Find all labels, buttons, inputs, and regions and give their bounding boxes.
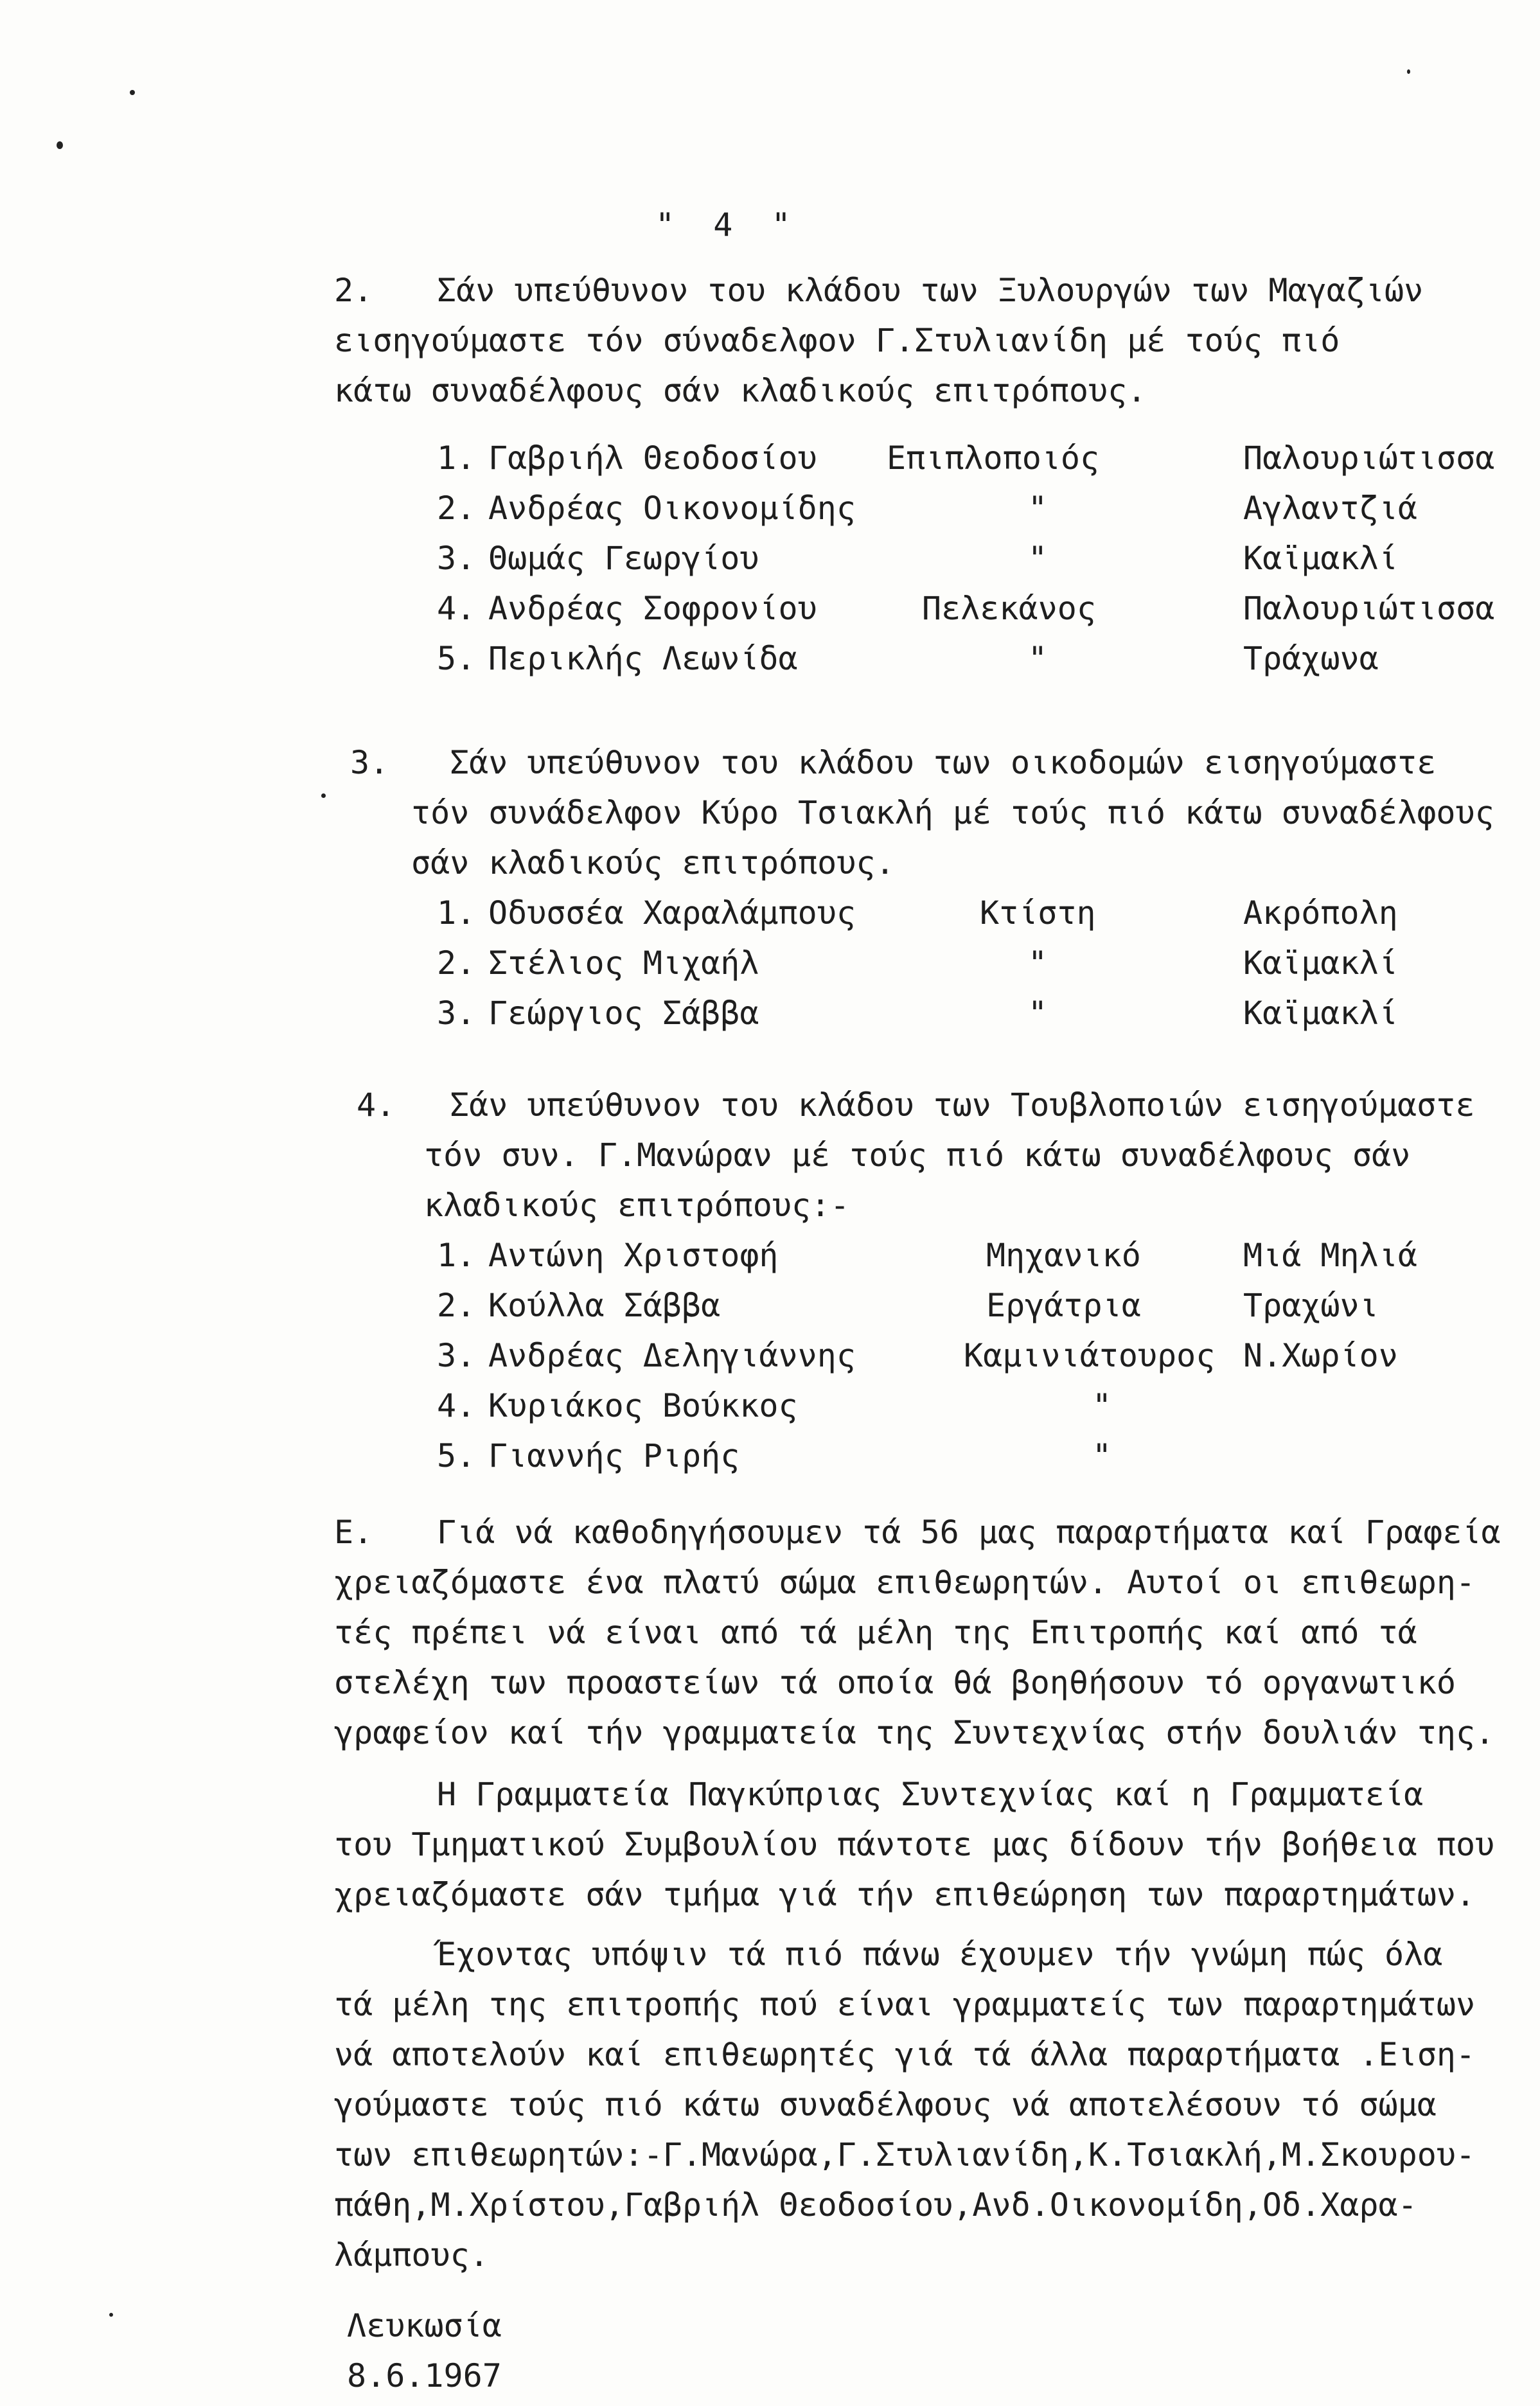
section-3-line-2: τόν συνάδελφον Κύρο Τσιακλή μέ τούς πιό κάτω συναδέλφους: [411, 794, 1494, 831]
section-e-para3-line-5: των επιθεωρητών:-Γ.Μανώρα,Γ.Στυλιανίδη,Κ.Τσιακλή,Μ.Σκουρου-: [334, 2136, 1476, 2173]
s2-member-no-3: 3.: [437, 540, 476, 577]
s4-member-no-5: 5.: [437, 1437, 476, 1474]
section-4-line-3: κλαδικούς επιτρόπους:-: [424, 1187, 850, 1224]
s2-member-place-1: Παλουριώτισσα: [1243, 439, 1495, 477]
s4-member-trade-1: Μηχανικό: [986, 1237, 1141, 1274]
section-e-para1-line-3: τές πρέπει νά είναι από τά μέλη της Επιτροπής καί από τά: [334, 1614, 1417, 1651]
s2-member-name-1: Γαβριήλ Θεοδοσίου: [488, 439, 817, 477]
section-4-number: 4.: [357, 1086, 396, 1124]
section-e-para1-line-1: Γιά νά καθοδηγήσουμεν τά 56 μας παραρτήματα καί Γραφεία: [437, 1514, 1501, 1551]
section-4-line-1: Σάν υπεύθυνον του κλάδου των Τουβλοποιών εισηγούμαστε: [450, 1086, 1475, 1124]
s2-member-place-3: Καϊμακλί: [1243, 540, 1398, 577]
s3-member-place-2: Καϊμακλί: [1243, 944, 1398, 982]
s3-member-no-3: 3.: [437, 995, 476, 1032]
s2-member-name-5: Περικλής Λεωνίδα: [488, 640, 798, 677]
s2-member-no-2: 2.: [437, 490, 476, 527]
s4-member-trade-4: ": [1092, 1387, 1112, 1424]
section-e-para2-line-2: του Τμηματικού Συμβουλίου πάντοτε μας δίδουν τήν βοήθεια που: [334, 1826, 1495, 1863]
s4-member-trade-5: ": [1092, 1437, 1112, 1474]
scan-speck: [130, 90, 135, 95]
section-e-para1-line-2: χρειαζόμαστε ένα πλατύ σώμα επιθεωρητών. Αυτοί οι επιθεωρη-: [334, 1564, 1476, 1601]
s2-member-trade-1: Επιπλοποιός: [887, 439, 1100, 477]
s2-member-trade-4: Πελεκάνος: [922, 590, 1096, 627]
s4-member-no-3: 3.: [437, 1337, 476, 1374]
s4-member-name-1: Αντώνη Χριστοφή: [488, 1237, 779, 1274]
s2-member-trade-3: ": [1028, 540, 1048, 577]
section-e-para3-line-7: λάμπους.: [334, 2236, 489, 2274]
scan-speck: [57, 141, 63, 149]
s3-member-name-2: Στέλιος Μιχαήλ: [488, 944, 759, 982]
s3-member-trade-2: ": [1028, 944, 1048, 982]
section-e-para3-line-1: Έχοντας υπόψιν τά πιό πάνω έχουμεν τήν γνώμη πώς όλα: [437, 1936, 1443, 1973]
scan-speck: [1407, 69, 1410, 74]
s4-member-no-4: 4.: [437, 1387, 476, 1424]
scan-speck: [109, 2313, 113, 2317]
section-e-para1-line-4: στελέχη των προαστείων τά οποία θά βοηθήσουν τό οργανωτικό: [334, 1664, 1456, 1701]
s2-member-place-2: Αγλαντζιά: [1243, 490, 1417, 527]
s2-member-no-1: 1.: [437, 439, 476, 477]
section-2-line-3: κάτω συναδέλφους σάν κλαδικούς επιτρόπους.: [334, 372, 1147, 409]
s3-member-no-1: 1.: [437, 894, 476, 932]
section-e-para3-line-2: τά μέλη της επιτροπής πού είναι γραμματείς των παραρτημάτων: [334, 1986, 1476, 2023]
s4-member-name-4: Κυριάκος Βούκκος: [488, 1387, 798, 1424]
s4-member-no-2: 2.: [437, 1287, 476, 1324]
section-e-number: Ε.: [334, 1514, 373, 1551]
section-e-para3-line-3: νά αποτελούν καί επιθεωρητές γιά τά άλλα παραρτήματα .Ειση-: [334, 2036, 1476, 2073]
s2-member-place-4: Παλουριώτισσα: [1243, 590, 1495, 627]
s4-member-name-5: Γιαννής Ριρής: [488, 1437, 740, 1474]
footer-place: Λευκωσία: [347, 2307, 502, 2344]
section-2-line-2: εισηγούμαστε τόν σύναδελφον Γ.Στυλιανίδη μέ τούς πιό: [334, 322, 1340, 359]
s4-member-place-1: Μιά Μηλιά: [1243, 1237, 1417, 1274]
s2-member-name-4: Ανδρέας Σοφρονίου: [488, 590, 817, 627]
s2-member-place-5: Τράχωνα: [1243, 640, 1379, 677]
s2-member-no-4: 4.: [437, 590, 476, 627]
s3-member-trade-1: Κτίστη: [980, 894, 1096, 932]
scan-speck: [321, 793, 326, 798]
s3-member-name-3: Γεώργιος Σάββα: [488, 995, 759, 1032]
s2-member-name-3: Θωμάς Γεωργίου: [488, 540, 759, 577]
section-e-para3-line-6: πάθη,Μ.Χρίστου,Γαβριήλ Θεοδοσίου,Ανδ.Οικονομίδη,Οδ.Χαρα-: [334, 2186, 1417, 2224]
s4-member-trade-3: Καμινιάτουρος: [964, 1337, 1216, 1374]
s2-member-no-5: 5.: [437, 640, 476, 677]
section-3-number: 3.: [350, 744, 389, 781]
section-4-line-2: τόν συν. Γ.Μανώραν μέ τούς πιό κάτω συναδέλφους σάν: [424, 1137, 1411, 1174]
section-3-line-1: Σάν υπεύθυνον του κλάδου των οικοδομών εισηγούμαστε: [450, 744, 1437, 781]
s4-member-place-2: Τραχώνι: [1243, 1287, 1379, 1324]
s2-member-name-2: Ανδρέας Οικονομίδης: [488, 490, 856, 527]
s2-member-trade-2: ": [1028, 490, 1048, 527]
section-e-para2-line-1: Η Γραμματεία Παγκύπριας Συντεχνίας καί η Γραμματεία: [437, 1776, 1424, 1813]
s2-member-trade-5: ": [1028, 640, 1048, 677]
s3-member-place-3: Καϊμακλί: [1243, 995, 1398, 1032]
s4-member-name-2: Κούλλα Σάββα: [488, 1287, 721, 1324]
section-e-para3-line-4: γούμαστε τούς πιό κάτω συναδέλφους νά αποτελέσουν τό σώμα: [334, 2086, 1437, 2123]
section-2-number: 2.: [334, 272, 373, 309]
s3-member-place-1: Ακρόπολη: [1243, 894, 1398, 932]
section-e-para2-line-3: χρειαζόμαστε σάν τμήμα γιά τήν επιθεώρηση των παραρτημάτων.: [334, 1876, 1476, 1913]
s4-member-no-1: 1.: [437, 1237, 476, 1274]
s3-member-no-2: 2.: [437, 944, 476, 982]
section-e-para1-line-5: γραφείον καί τήν γραμματεία της Συντεχνίας στήν δουλιάν της.: [334, 1714, 1495, 1751]
s4-member-place-3: Ν.Χωρίον: [1243, 1337, 1398, 1374]
page-number: " 4 ": [655, 206, 791, 243]
section-3-line-3: σάν κλαδικούς επιτρόπους.: [411, 844, 895, 881]
s4-member-trade-2: Εργάτρια: [986, 1287, 1141, 1324]
s3-member-trade-3: ": [1028, 995, 1048, 1032]
footer-date: 8.6.1967: [347, 2357, 502, 2394]
s3-member-name-1: Οδυσσέα Χαραλάμπους: [488, 894, 856, 932]
section-2-line-1: Σάν υπεύθυνον του κλάδου των Ξυλουργών των Μαγαζιών: [437, 272, 1424, 309]
s4-member-name-3: Ανδρέας Δεληγιάννης: [488, 1337, 856, 1374]
